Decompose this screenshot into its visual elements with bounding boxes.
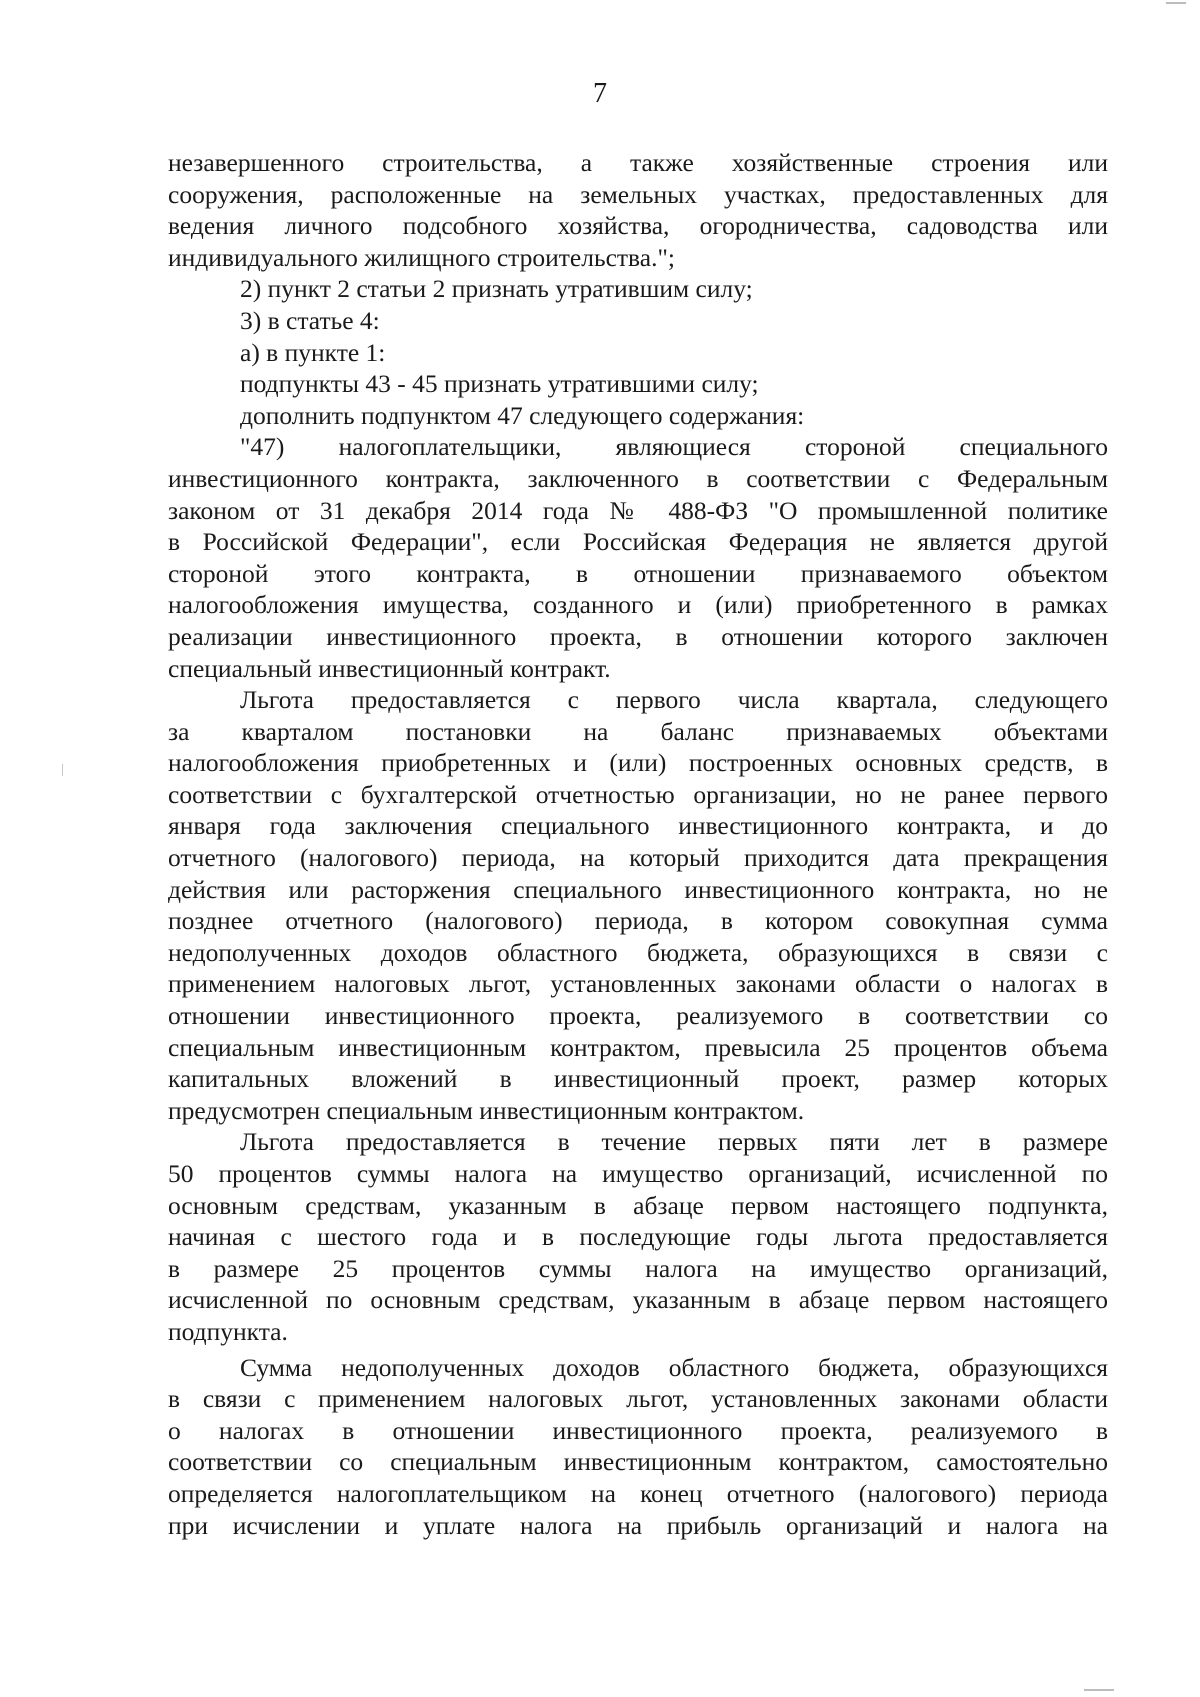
paragraph [168, 1126, 1108, 1347]
page-number: 7 [593, 78, 607, 109]
paragraph [168, 684, 1108, 1126]
paragraph-line: 50 процентов суммы налога на имущество организаций, исчисленной по [168, 1159, 1108, 1188]
paragraph-line: специальный инвестиционный контракт. [168, 653, 611, 683]
margin-scan-mark [62, 764, 63, 776]
paragraph-line: дополнить подпунктом 47 следующего содержания: [240, 400, 805, 430]
paragraph-line: января года заключения специального инвестиционного контракта, и до [168, 811, 1108, 841]
paragraph-line: Льгота предоставляется в течение первых пяти лет в размере [240, 1127, 1108, 1157]
paragraph-line: соответствии с бухгалтерской отчетностью организации, но не ранее первого [168, 779, 1108, 809]
paragraph-line: сооружения, расположенные на земельных участках, предоставленных для [168, 179, 1108, 209]
paragraph-line: стороной этого контракта, в отношении признаваемого объектом [168, 558, 1108, 588]
paragraph-line: а) в пункте 1: [240, 337, 386, 367]
paragraph-line: предусмотрен специальным инвестиционным контрактом. [168, 1095, 805, 1125]
paragraph-line: налогообложения приобретенных и (или) построенных основных средств, в [168, 748, 1108, 778]
paragraph-line: Льгота предоставляется с первого числа квартала, следующего [240, 685, 1108, 715]
paragraph-line: применением налоговых льгот, установленных законами области о налогах в [168, 969, 1108, 999]
scan-bottom-mark [1084, 1689, 1114, 1691]
paragraph [168, 1352, 1108, 1542]
paragraph-line: 3) в статье 4: [240, 305, 380, 335]
paragraph-line: действия или расторжения специального инвестиционного контракта, но не [168, 874, 1108, 904]
paragraph [168, 431, 1108, 684]
paragraph-line: Сумма недополученных доходов областного бюджета, образующихся [240, 1352, 1108, 1382]
paragraph-line: основным средствам, указанным в абзаце первом настоящего подпункта, [168, 1190, 1108, 1220]
paragraph-line: капитальных вложений в инвестиционный проект, размер которых [168, 1064, 1108, 1094]
paragraph-line: ведения личного подсобного хозяйства, огородничества, садоводства или [168, 211, 1108, 241]
paragraph-line: исчисленной по основным средствам, указанным в абзаце первом настоящего [168, 1285, 1108, 1315]
paragraph [168, 273, 1108, 305]
paragraph-line: недополученных доходов областного бюджета, образующихся в связи с [168, 937, 1108, 967]
paragraph-line: определяется налогоплательщиком на конец отчетного (налогового) периода [168, 1478, 1108, 1508]
paragraph-line: о налогах в отношении инвестиционного проекта, реализуемого в [168, 1415, 1108, 1445]
paragraph-line: соответствии со специальным инвестиционным контрактом, самостоятельно [168, 1447, 1108, 1477]
paragraph-line: за кварталом постановки на баланс признаваемых объектами [168, 716, 1108, 746]
paragraph-line: незавершенного строительства, а также хозяйственные строения или [168, 148, 1108, 177]
paragraph-line: в связи с применением налоговых льгот, установленных законами области [168, 1384, 1108, 1414]
paragraph-line: специальным инвестиционным контрактом, превысила 25 процентов объема [168, 1032, 1108, 1062]
paragraph-line: 2) пункт 2 статьи 2 признать утратившим силу; [240, 274, 753, 304]
paragraph-line: в размере 25 процентов суммы налога на имущество организаций, [168, 1253, 1108, 1283]
paragraph-line: в Российской Федерации", если Российская Федерация не является другой [168, 527, 1108, 557]
paragraph-line: реализации инвестиционного проекта, в отношении которого заключен [168, 621, 1108, 651]
paragraph [168, 400, 1108, 432]
paragraph-line: законом от 31 декабря 2014 года № 488-ФЗ "О промышленной политике [168, 495, 1108, 525]
paragraph [168, 147, 1108, 273]
paragraph-line: позднее отчетного (налогового) периода, в котором совокупная сумма [168, 906, 1108, 936]
paragraph [168, 368, 1108, 400]
paragraph-line: подпункты 43 - 45 признать утратившими силу; [240, 369, 759, 399]
paragraph-line: отношении инвестиционного проекта, реализуемого в соответствии со [168, 1001, 1108, 1031]
paragraph-line: при исчислении и уплате налога на прибыль организаций и налога на [168, 1510, 1108, 1540]
paragraph-line: начиная с шестого года и в последующие годы льгота предоставляется [168, 1222, 1108, 1252]
paragraph-line: "47) налогоплательщики, являющиеся стороной специального [240, 432, 1108, 462]
paragraph [168, 337, 1108, 369]
paragraph-line: отчетного (налогового) периода, на который приходится дата прекращения [168, 843, 1108, 873]
paragraph-line: индивидуального жилищного строительства."; [168, 242, 675, 272]
paragraph-line: подпункта. [168, 1316, 288, 1346]
document-body [168, 147, 1108, 1541]
paragraph-line: инвестиционного контракта, заключенного в соответствии с Федеральным [168, 463, 1108, 493]
paragraph [168, 305, 1108, 337]
paragraph-line: налогообложения имущества, созданного и (или) приобретенного в рамках [168, 590, 1108, 620]
scan-corner-mark [1166, 2, 1186, 4]
